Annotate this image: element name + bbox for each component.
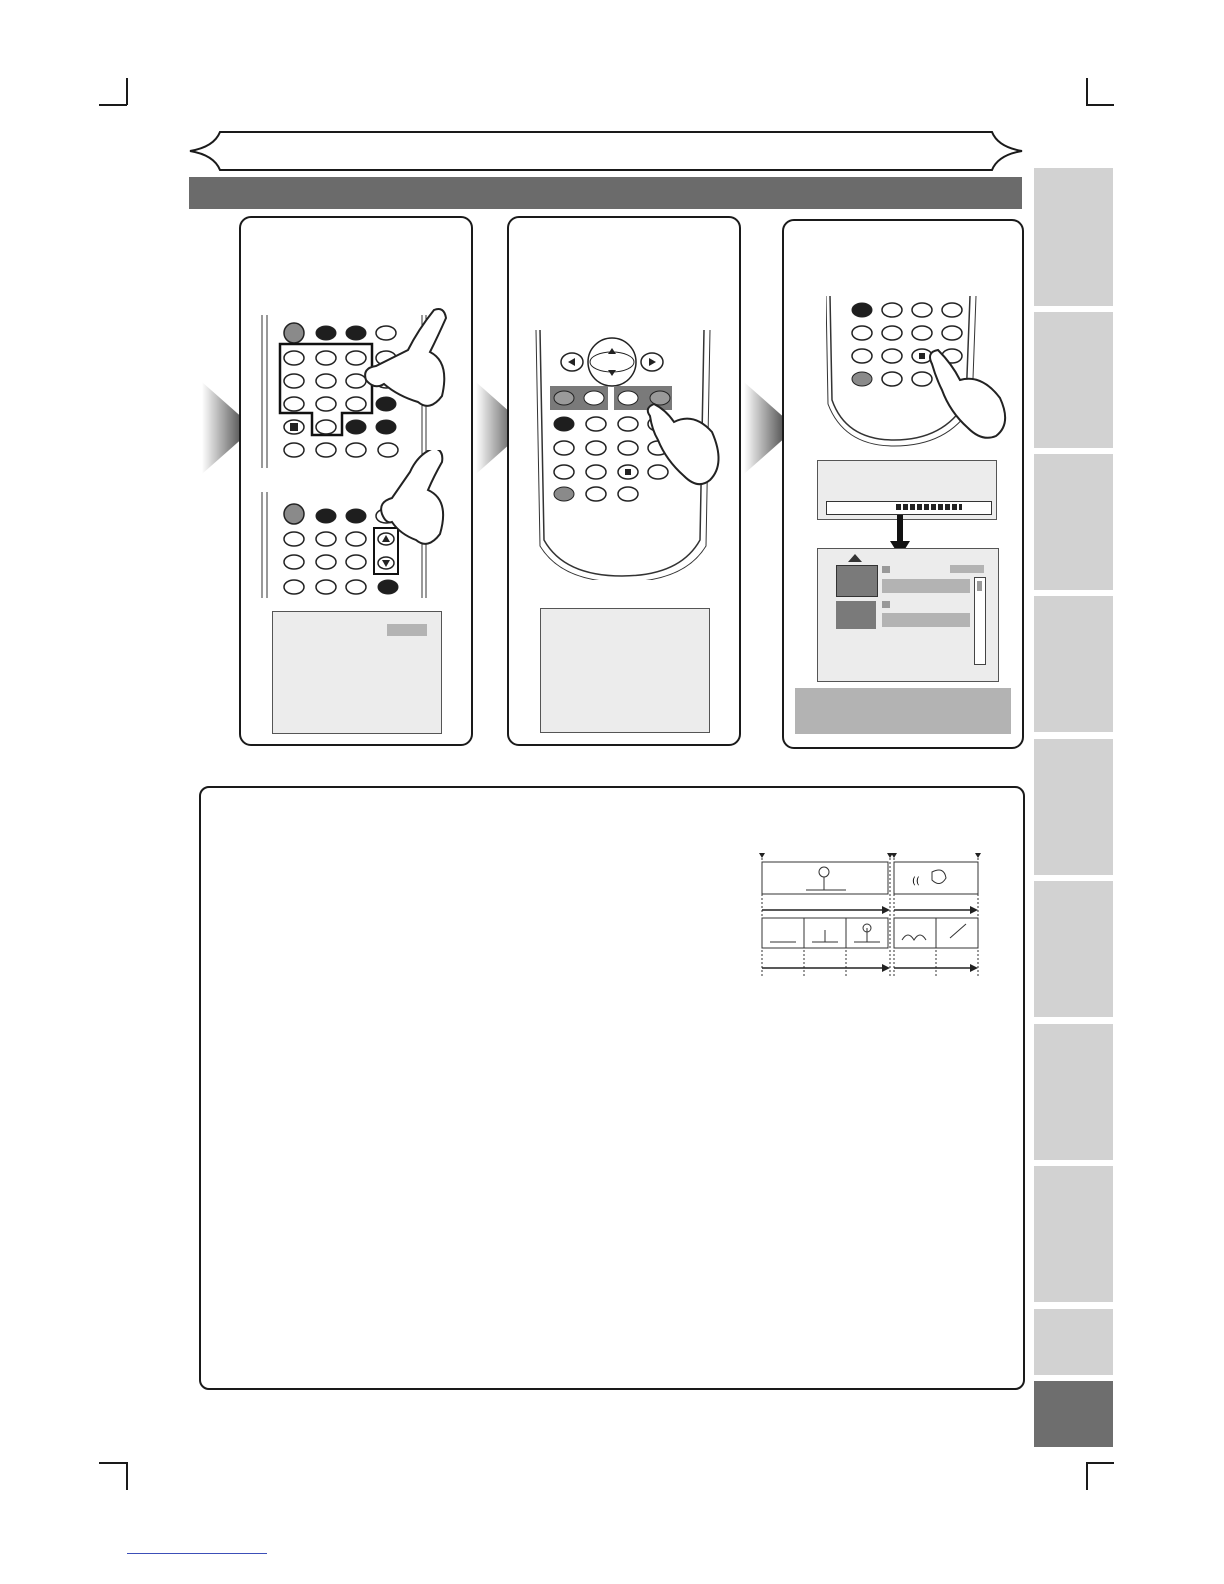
step-3-caption — [794, 231, 1004, 291]
section-bar — [189, 177, 1022, 209]
step-2-caption — [519, 228, 729, 318]
progress-segments — [896, 504, 962, 510]
tab-3[interactable] — [1034, 454, 1113, 590]
footer-link-underline[interactable] — [127, 1553, 267, 1554]
section-bar-text — [189, 184, 199, 201]
crop-mark-top-right-h — [1086, 104, 1114, 106]
crop-mark-bottom-left-h — [99, 1462, 127, 1464]
step-2-screen — [540, 608, 710, 733]
tab-2[interactable] — [1034, 312, 1113, 448]
item-2-bar — [882, 613, 970, 627]
crop-mark-top-right-v — [1086, 78, 1088, 105]
step-1-caption — [251, 228, 461, 288]
step-3-note-bar — [795, 688, 1011, 734]
title-chapter-diagram — [756, 850, 986, 982]
item-1-bar — [882, 579, 970, 593]
screen-highlight — [387, 624, 427, 636]
crop-mark-bottom-right-v — [1086, 1462, 1088, 1490]
tab-10-active[interactable] — [1034, 1381, 1113, 1447]
step-1-screen — [272, 611, 442, 734]
remote-playback — [826, 290, 1016, 450]
tab-9[interactable] — [1034, 1309, 1113, 1375]
step-3-title-list-screen — [817, 548, 999, 682]
scroll-up-icon — [848, 553, 862, 563]
crop-mark-bottom-right-h — [1086, 1462, 1114, 1464]
thumb-1-marker — [882, 566, 890, 573]
crop-mark-top-left-h — [99, 104, 127, 106]
scrollbar-thumb[interactable] — [977, 581, 982, 591]
thumb-2-marker — [882, 601, 890, 608]
thumbnail-1 — [836, 565, 878, 597]
crop-mark-top-left-v — [126, 78, 128, 105]
tab-4[interactable] — [1034, 596, 1113, 732]
tab-7[interactable] — [1034, 1024, 1113, 1160]
tab-1[interactable] — [1034, 168, 1113, 306]
remote-keypad-lower — [258, 450, 468, 600]
step-3-progress-screen — [817, 460, 997, 520]
header-banner-text — [230, 138, 990, 162]
tab-5[interactable] — [1034, 739, 1113, 875]
scrollbar[interactable] — [974, 577, 986, 665]
crop-mark-bottom-left-v — [126, 1462, 128, 1490]
item-1-tag — [950, 565, 984, 573]
tab-8[interactable] — [1034, 1166, 1113, 1302]
remote-navigation — [534, 320, 744, 580]
remote-keypad-upper — [258, 300, 468, 470]
thumbnail-2 — [836, 601, 876, 629]
svg-text:((: (( — [912, 876, 920, 887]
tab-6[interactable] — [1034, 881, 1113, 1017]
